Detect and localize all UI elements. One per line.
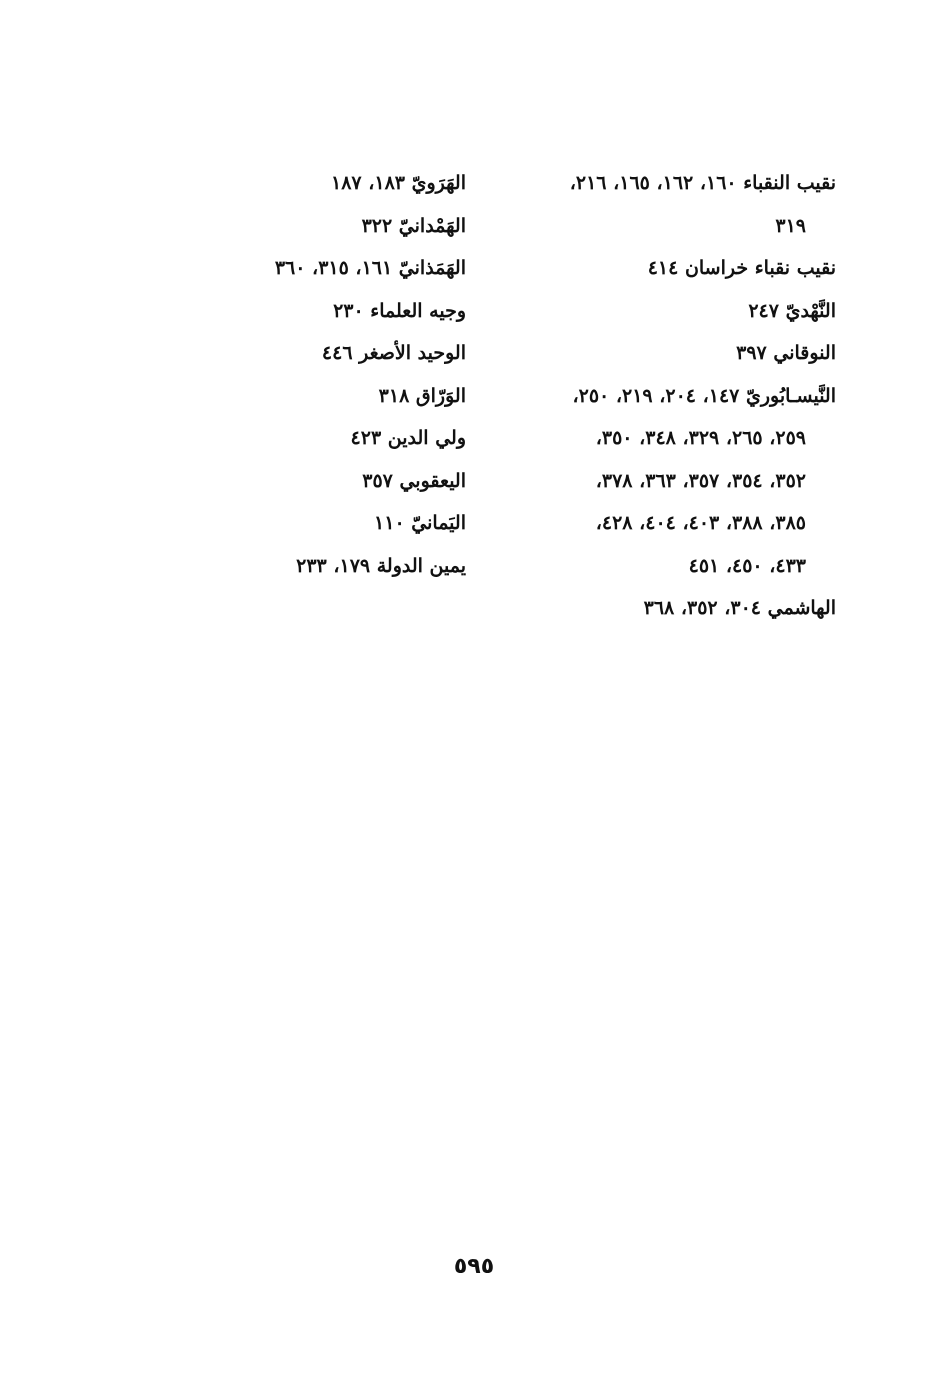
index-entry: وجيه العلماء ٢٣٠ <box>333 299 466 322</box>
index-column-right <box>486 162 836 630</box>
index-entry-continuation: ٣٥٢، ٣٥٤، ٣٥٧، ٣٦٣، ٣٧٨، <box>595 469 806 492</box>
index-entry: يمين الدولة ١٧٩، ٢٣٣ <box>296 554 466 577</box>
index-entry: ولي الدين ٤٢٣ <box>350 427 466 449</box>
index-entry-continuation: ٤٣٣، ٤٥٠، ٤٥١ <box>688 554 806 577</box>
index-entry-continuation: ٢٥٩، ٢٦٥، ٣٢٩، ٣٤٨، ٣٥٠، <box>595 427 806 449</box>
index-entry: النَّهْديّ ٢٤٧ <box>748 299 836 322</box>
index-entry: الهَمْدانيّ ٣٢٢ <box>361 214 466 237</box>
index-entry-continuation: ٣٨٥، ٣٨٨، ٤٠٣، ٤٠٤، ٤٢٨، <box>595 512 806 534</box>
index-entry: اليعقوبي ٣٥٧ <box>362 469 466 492</box>
index-entry-continuation: ٣١٩ <box>775 214 806 237</box>
index-entry: نقيب النقباء ١٦٠، ١٦٢، ١٦٥، ٢١٦، <box>569 172 836 194</box>
index-entry: الهَرَويّ ١٨٣، ١٨٧ <box>331 172 466 194</box>
index-entry: النَّيسـابُوريّ ١٤٧، ٢٠٤، ٢١٩، ٢٥٠، <box>572 384 836 407</box>
page-number: ٥٩٥ <box>453 1254 495 1279</box>
index-entry: الوحيد الأصغر ٤٤٦ <box>321 342 466 364</box>
index-entry: الهاشمي ٣٠٤، ٣٥٢، ٣٦٨ <box>643 597 836 619</box>
index-entry: الوَرّاق ٣١٨ <box>378 384 466 407</box>
index-entry: اليَمانيّ ١١٠ <box>374 512 466 534</box>
index-entry: نقيب نقباء خراسان ٤١٤ <box>647 257 836 279</box>
index-entry: الهَمَذانيّ ١٦١، ٣١٥، ٣٦٠ <box>274 257 466 279</box>
index-column-left <box>216 162 466 587</box>
index-entry: النوقاني ٣٩٧ <box>736 342 836 364</box>
